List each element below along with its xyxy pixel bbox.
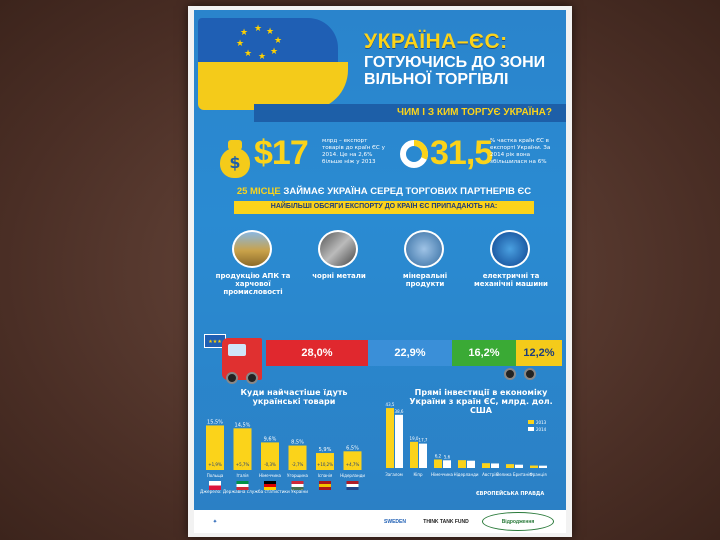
investment-bar — [443, 460, 451, 468]
investment-category-label: Німеччина — [431, 472, 453, 477]
export-category-label: Італія — [236, 473, 249, 478]
legend-label: 2014 — [536, 427, 547, 432]
investment-category-label: Австрія — [482, 472, 498, 477]
source-note: Джерело: Державна служба статистики України — [200, 489, 308, 494]
left-chart-title: Куди найчастіше їдуть українські товари — [240, 388, 348, 406]
investment-bar — [410, 442, 418, 468]
country-flag-stripe — [237, 484, 249, 487]
investment-bar — [395, 415, 403, 468]
export-bar-label: 8,5% — [291, 439, 304, 446]
product-label-machines: електричні та механічні машини — [474, 272, 548, 288]
electric-motor-image — [490, 230, 530, 268]
investment-bar — [530, 466, 538, 468]
product-label-metals: чорні метали — [312, 272, 366, 280]
money-bag-icon: $ — [218, 138, 252, 178]
stat-export-text: млрд – експорт товарів до країн ЄС у 2014. Це на 2,6% більше ніж у 2013 — [322, 138, 385, 165]
investment-value-label: 38,6 — [394, 408, 404, 414]
product-label-agro: продукцію АПК та харчової промисловості — [215, 272, 291, 296]
country-flag-stripe — [209, 481, 221, 486]
investment-value-label: 17,7 — [418, 437, 428, 443]
investment-value-label: 6,2 — [434, 453, 442, 459]
export-change-label: +10,2% — [316, 462, 334, 467]
legend-swatch — [528, 420, 534, 424]
product-label-minerals: мінеральні продукти — [402, 272, 448, 288]
investment-bar — [482, 463, 490, 468]
rank-statement — [214, 186, 554, 197]
investment-bar — [506, 464, 514, 468]
export-category-label: Нідерланди — [340, 473, 365, 478]
export-heading-bar: НАЙБІЛЬШІ ОБСЯГИ ЕКСПОРТУ ДО КРАЇН ЄС ПРИПАДАЮТЬ НА: — [234, 201, 534, 214]
investment-category-label: Франція — [529, 472, 547, 477]
truck-graphic — [204, 328, 564, 388]
right-chart-title: Прямі інвестиції в економіку України з країн ЄС, млрд. дол. США — [409, 388, 553, 415]
wheel-icon — [246, 372, 258, 384]
mineral-pellets-image — [404, 230, 444, 268]
segment-minerals-share: 16,2% — [452, 340, 516, 366]
rank-number: 25 МІСЦЕ — [236, 186, 281, 197]
segment-metals-share: 22,9% — [368, 340, 452, 366]
export-destinations-chart — [200, 408, 370, 498]
export-change-label: +5,7% — [235, 462, 250, 467]
country-flag-stripe — [264, 484, 276, 487]
export-category-label: Угорщина — [287, 473, 308, 478]
country-flag-stripe — [319, 481, 331, 484]
investment-category-label: Загалом — [385, 472, 403, 477]
segment-machines-share: 12,2% — [516, 340, 562, 366]
segment-agro-share: 28,0% — [266, 340, 368, 366]
country-flag-stripe — [292, 484, 304, 487]
eu-stars-icon: ★ ★ ★ ★ ★ ★ ★ ★ — [236, 24, 283, 62]
investment-category-label: Велика Британія — [496, 472, 532, 477]
export-category-label: Польща — [206, 473, 224, 478]
country-flag-stripe — [347, 484, 359, 487]
publisher-label: ЄВРОПЕЙСЬКА ПРАВДА — [476, 491, 545, 497]
stat-export-value: $17 — [254, 134, 308, 172]
export-bar-label: 15,5% — [207, 419, 223, 426]
stat-share-text: % частка країн ЄС в експорті України. За 2014 рік вона збільшилася на 6% — [490, 138, 551, 165]
question-banner: ЧИМ І З КИМ ТОРГУЄ УКРАЇНА? — [254, 104, 566, 122]
country-flag-stripe — [292, 481, 304, 484]
export-bar-label: 5,9% — [318, 447, 332, 454]
eu-flag-icon: ★★★ — [204, 334, 226, 348]
infographic-poster — [194, 10, 566, 533]
country-flag-stripe — [319, 484, 331, 487]
investment-bar — [386, 408, 394, 468]
investment-value-label: 19,0 — [409, 435, 419, 441]
sponsor-logo-think-tank: THINK TANK FUND — [423, 518, 469, 525]
ukraine-eu-flag-graphic — [198, 18, 338, 108]
investment-category-label: Нідерланди — [453, 472, 479, 477]
investment-category-label: Кіпр — [413, 472, 423, 477]
sponsor-strip — [194, 510, 566, 533]
investment-value-label: 43,5 — [385, 402, 395, 408]
export-category-label: Німеччина — [259, 473, 281, 478]
country-flag-stripe — [237, 481, 249, 484]
investment-bar — [419, 444, 427, 468]
export-bar — [344, 451, 362, 470]
partner-logo: ✦ — [212, 518, 218, 525]
investment-bar — [491, 463, 499, 468]
title-line-2: ГОТУЮЧИСЬ ДО ЗОНИ — [364, 54, 546, 71]
legend-swatch — [528, 427, 534, 431]
investment-chart — [378, 390, 558, 498]
investment-bar — [434, 459, 442, 468]
legend-label: 2013 — [536, 420, 547, 425]
investment-bar — [539, 466, 547, 468]
wheel-icon — [226, 372, 238, 384]
wheel-icon — [504, 368, 516, 380]
export-bar-label: 6,5% — [346, 445, 359, 452]
investment-value-label: 5,6 — [443, 454, 451, 460]
export-change-label: +1,9% — [208, 462, 222, 467]
title-line-1: УКРАЇНА–ЄС: — [364, 30, 508, 53]
investment-bar — [515, 465, 523, 468]
export-bar-label: 9,6% — [263, 436, 277, 443]
metal-pipes-image — [318, 230, 358, 268]
stat-share-value: 31,5 — [430, 134, 493, 172]
poster-title — [364, 30, 554, 88]
export-category-label: Іспанія — [317, 473, 333, 478]
country-flag-stripe — [264, 481, 276, 484]
title-line-3: ВІЛЬНОЇ ТОРГІВЛІ — [364, 71, 509, 88]
truck-trailer-segments — [266, 340, 562, 366]
wheel-icon — [524, 368, 536, 380]
agro-product-image — [232, 230, 272, 268]
sponsor-logo-sweden: SWEDEN — [384, 518, 406, 525]
donut-chart-icon — [398, 138, 430, 170]
country-flag-stripe — [347, 481, 359, 484]
export-bar-label: 14,5% — [234, 422, 251, 429]
investment-bar — [467, 461, 475, 468]
rank-rest: ЗАЙМАЄ УКРАЇНА СЕРЕД ТОРГОВИХ ПАРТНЕРІВ ЄС — [280, 186, 532, 197]
export-change-label: -2,7% — [291, 462, 304, 467]
investment-bar — [458, 460, 466, 468]
sponsor-logo-renaissance: Відродження — [482, 512, 554, 531]
export-change-label: -0,3% — [264, 462, 276, 467]
export-change-label: +4,7% — [345, 462, 360, 467]
slide-frame — [188, 6, 572, 537]
